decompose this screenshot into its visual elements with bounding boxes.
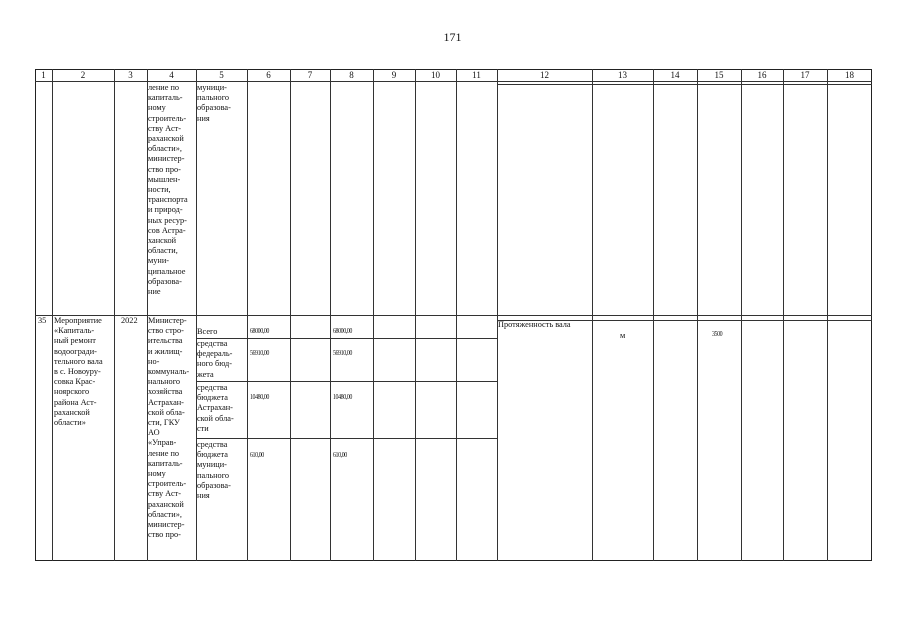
col-line-7 [330, 69, 331, 561]
col-header-11: 11 [472, 70, 481, 80]
col-header-3: 3 [128, 70, 133, 80]
source-total-label: Всего [197, 327, 218, 336]
col-header-5: 5 [219, 70, 224, 80]
event-title: Мероприятие «Капиталь- ный ремонт водоогради- тельного вала в с. Новоуру- совка Крас- ноярского района Аст- раханской области» [54, 316, 103, 428]
event-executors: Министер- ство стро- ительства и жилищ- но- коммуналь- нального хозяйства Астрахан- ской обла- сти, ГКУ АО «Управ- ление по капиталь- ному строитель- ству Аст- раханской области», министер- ство про- [148, 316, 190, 540]
col-header-13: 13 [618, 70, 627, 80]
col-header-10: 10 [431, 70, 440, 80]
col-line-12 [592, 69, 593, 561]
source-federal-col6: 56910,00 [250, 349, 269, 357]
col-header-6: 6 [266, 70, 271, 80]
col-line-6 [290, 69, 291, 561]
col-line-14 [697, 69, 698, 561]
row-number: 35 [38, 316, 47, 325]
indicator-target: 3500 [712, 330, 723, 338]
source-divider-2 [196, 381, 497, 382]
continued-source-text: муници- пального образова- ния [197, 83, 231, 123]
event-year: 2022 [121, 316, 138, 325]
indicator-name: Протяженность вала [498, 320, 571, 329]
source-municipal-label: средства бюджета муници- пального образова- ния [197, 440, 231, 501]
col-line-10 [456, 69, 457, 561]
col-line-9 [415, 69, 416, 561]
source-federal-label: средства федераль- ного бюд- жета [197, 339, 233, 379]
header-divider-right [497, 84, 872, 85]
col-line-5 [247, 69, 248, 561]
col-header-9: 9 [391, 70, 397, 80]
source-regional-col6: 10480,00 [250, 393, 269, 401]
col-header-7: 7 [307, 70, 313, 80]
header-divider [35, 81, 872, 82]
source-federal-col8: 56910,00 [333, 349, 352, 357]
source-regional-label: средства бюджета Астрахан- ской обла- сти [197, 383, 234, 433]
col-line-2 [114, 69, 115, 561]
col-line-13 [653, 69, 654, 561]
col-header-12: 12 [540, 70, 549, 80]
col-line-1 [52, 69, 53, 561]
source-total-col6: 68000,00 [250, 327, 269, 335]
col-header-2: 2 [80, 70, 86, 80]
col-header-16: 16 [757, 70, 767, 80]
col-header-1: 1 [41, 70, 46, 80]
source-divider-1 [196, 338, 497, 339]
source-municipal-col8: 610,00 [333, 451, 347, 459]
col-line-15 [741, 69, 742, 561]
source-regional-col8: 10480,00 [333, 393, 352, 401]
col-header-8: 8 [349, 70, 354, 80]
col-line-8 [373, 69, 374, 561]
source-divider-3 [196, 438, 497, 439]
col-line-11 [497, 69, 498, 561]
col-header-4: 4 [169, 70, 174, 80]
col-header-14: 14 [670, 70, 680, 80]
col-line-16 [783, 69, 784, 561]
source-municipal-col6: 610,00 [250, 451, 264, 459]
continued-executors-text: ление по капиталь- ному строитель- ству Аст- раханской области», министер- ство про- мышлен- ности, транспорта и природ- ных ресур- сов Астра- ханской области, муни- ципальное образова- ние [148, 83, 188, 297]
source-total-col8: 68000,00 [333, 327, 352, 335]
col-header-18: 18 [845, 70, 854, 80]
page-number: 171 [443, 30, 462, 44]
indicator-unit: м [620, 331, 626, 340]
col-header-15: 15 [714, 70, 724, 80]
col-header-17: 17 [800, 70, 810, 80]
col-line-17 [827, 69, 828, 561]
